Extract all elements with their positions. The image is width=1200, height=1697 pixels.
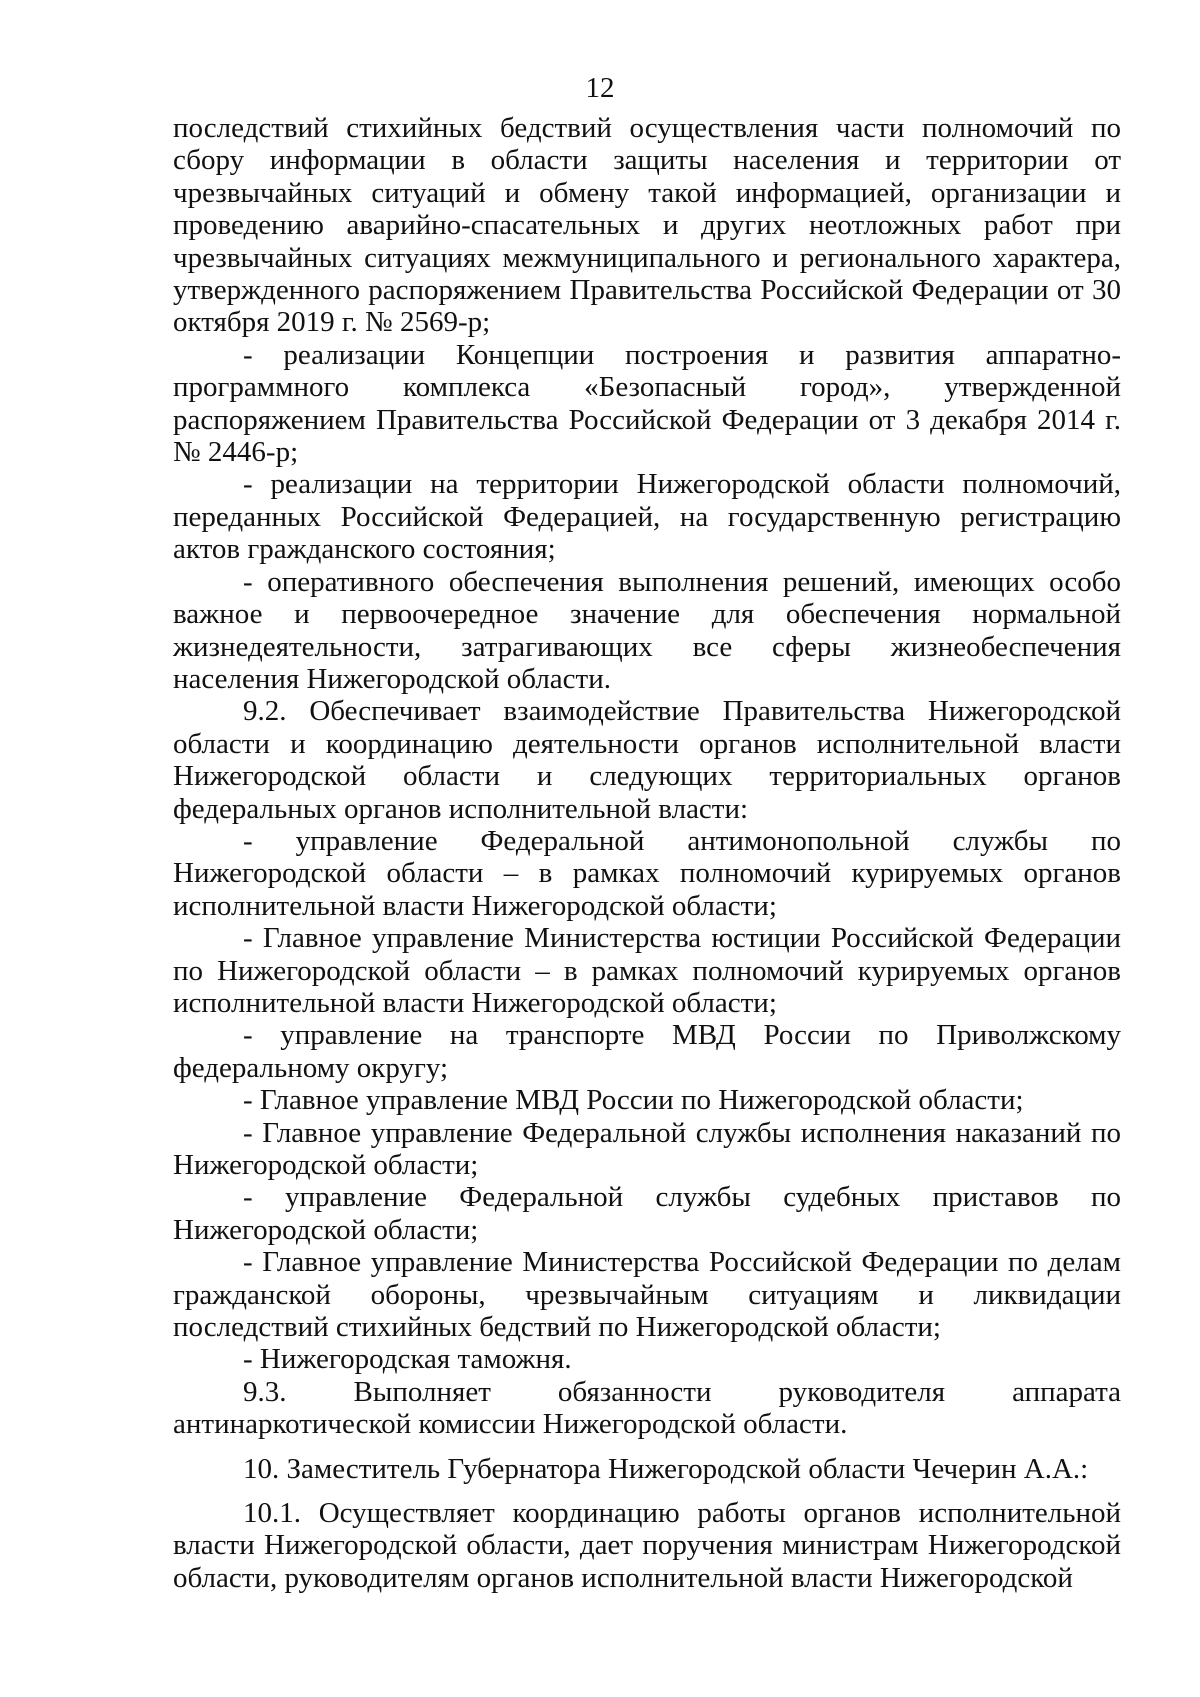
list-item-emergencies: - Главное управление Министерства Российской Федерации по делам гражданской обороны, чрезвычайным ситуациям и ликвидации последствий стихийных бедствий по Нижегородской области; bbox=[173, 1246, 1121, 1344]
list-item-justice: - Главное управление Министерства юстиции Российской Федерации по Нижегородской области – в рамках полномочий курируемых органов исполнительной власти Нижегородской области; bbox=[173, 922, 1121, 1019]
clause-10-heading: 10. Заместитель Губернатора Нижегородской области Чечерин А.А.: bbox=[243, 1452, 1089, 1485]
list-item-mvd: - Главное управление МВД России по Нижегородской области; bbox=[243, 1084, 1024, 1117]
clause-9-2: 9.2. Обеспечивает взаимодействие Правительства Нижегородской области и координацию деятельности органов исполнительной власти Нижегородской области и следующих территориальных органов федеральных органов исполнительной власти: bbox=[173, 695, 1121, 825]
list-item-antimonopoly: - управление Федеральной антимонопольной службы по Нижегородской области – в рамках полномочий курируемых органов исполнительной власти Нижегородской области; bbox=[173, 824, 1121, 922]
document-body bbox=[173, 112, 1121, 1594]
list-item-penitentiary: - Главное управление Федеральной службы исполнения наказаний по Нижегородской области; bbox=[173, 1116, 1121, 1181]
clause-9-3: 9.3. Выполняет обязанности руководителя аппарата антинаркотической комиссии Нижегородской области. bbox=[173, 1375, 1121, 1441]
list-item-bailiffs: - управление Федеральной службы судебных приставов по Нижегородской области; bbox=[173, 1181, 1121, 1246]
list-item-customs: - Нижегородская таможня. bbox=[243, 1343, 572, 1376]
paragraph-continuation: последствий стихийных бедствий осуществления части полномочий по сбору информации в области защиты населения и территории от чрезвычайных ситуаций и обмену такой информацией, организации и проведению аварийно-спасательных и других неотложных работ при чрезвычайных ситуациях межмуниципального и регионального характера, утвержденного распоряжением Правительства Российской Федерации от 30 октября 2019 г. № 2569-р; bbox=[173, 112, 1121, 339]
list-item-operational-support: - оперативного обеспечения выполнения решений, имеющих особо важное и первоочередное значение для обеспечения нормальной жизнедеятельности, затрагивающих все сферы жизнеобеспечения населения Нижегородской области. bbox=[173, 565, 1121, 695]
clause-10-1: 10.1. Осуществляет координацию работы органов исполнительной власти Нижегородской области, дает поручения министрам Нижегородской области, руководителям органов исполнительной власти Нижегородской bbox=[173, 1497, 1121, 1594]
list-item-civil-registration: - реализации на территории Нижегородской области полномочий, переданных Российской Федерацией, на государственную регистрацию актов гражданского состояния; bbox=[173, 468, 1121, 566]
list-item-transport-police: - управление на транспорте МВД России по Приволжскому федеральному округу; bbox=[173, 1019, 1121, 1084]
list-item-concept-safe-city: - реализации Концепции построения и развития аппаратно-программного комплекса «Безопасный город», утвержденной распоряжением Правительства Российской Федерации от 3 декабря 2014 г. № 2446-р; bbox=[173, 338, 1121, 469]
page-number: 12 bbox=[585, 72, 615, 104]
